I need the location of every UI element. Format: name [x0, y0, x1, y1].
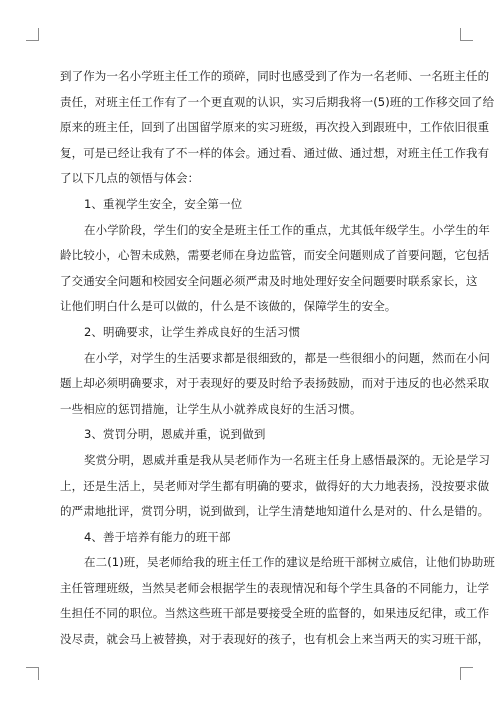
text-line: 到了作为一名小学班主任工作的琐碎，同时也感受到了作为一名老师、一名班主任的 [60, 69, 490, 83]
text-line: 一些相应的惩罚措施，让学生从小就养成良好的生活习惯。 [60, 401, 362, 416]
text-line: 让他们明白什么是可以做的，什么是不该做的，保障学生的安全。 [60, 299, 397, 314]
document-body [60, 64, 495, 653]
text-line: 的严肃地批评，赏罚分明，说到做到，让学生清楚地知道什么是对的、什么是错的。 [60, 504, 490, 519]
text-line: 了以下几点的领悟与体会： [60, 171, 200, 186]
text-line: 在二(1)班，吴老师给我的班主任工作的建议是给班干部树立威信，让他们协助班 [84, 555, 495, 570]
text-line: 生担任不同的职位。当然这些班干部是要接受全班的监督的，如果违反纪律，或工作 [60, 606, 490, 621]
page-corner-mark-bottom-left [26, 667, 39, 680]
page-corner-mark-top-left [26, 28, 39, 41]
text-line: 题上却必须明确要求，对于表现好的要及时给予表扬鼓励，而对于违反的也必然采取 [60, 376, 490, 391]
text-line: 4、善于培养有能力的班干部 [84, 529, 231, 544]
text-line: 上，还是生活上，吴老师对学生都有明确的要求，做得好的大力地表扬，没按要求做 [60, 478, 490, 493]
text-line: 奖赏分明，恩威并重是我从吴老师作为一名班主任身上感悟最深的。无论是学习 [84, 452, 490, 467]
text-line: 1、重视学生安全，安全第一位 [84, 196, 243, 211]
text-line: 3、赏罚分明，恩威并重，说到做到 [84, 427, 266, 442]
text-line: 主任管理班级，当然吴老师会根据学生的表现情况和每个学生具备的不同能力，让学 [60, 580, 490, 595]
text-line: 在小学阶段，学生们的安全是班主任工作的重点，尤其低年级学生。小学生的年 [84, 222, 490, 237]
text-line: 原来的班主任，回到了出国留学原来的实习班级，再次投入到跟班中，工作依旧很重 [60, 120, 490, 135]
text-line: 2、明确要求，让学生养成良好的生活习惯 [84, 324, 301, 339]
text-line: 没尽责，就会马上被替换，对于表现好的孩子，也有机会上来当两天的实习班干部， [60, 632, 490, 647]
text-line: 了交通安全问题和校园安全问题必须严肃及时地处理好安全问题要时联系家长，这 [60, 273, 478, 288]
text-line: 龄比较小，心智未成熟，需要老师在身边监管，而安全问题则成了首要问题，它包括 [60, 248, 490, 263]
page-corner-mark-top-right [460, 28, 473, 41]
text-line: 在小学，对学生的生活要求都是很细致的，都是一些很细小的问题，然而在小问 [84, 350, 490, 365]
page-corner-mark-bottom-right [460, 667, 473, 680]
text-line: 复，可是已经让我有了不一样的体会。通过看、通过做、通过想，对班主任工作我有 [60, 145, 490, 160]
text-line: 责任，对班主任工作有了一个更直观的认识，实习后期我将一(5)班的工作移交回了给 [60, 94, 495, 109]
